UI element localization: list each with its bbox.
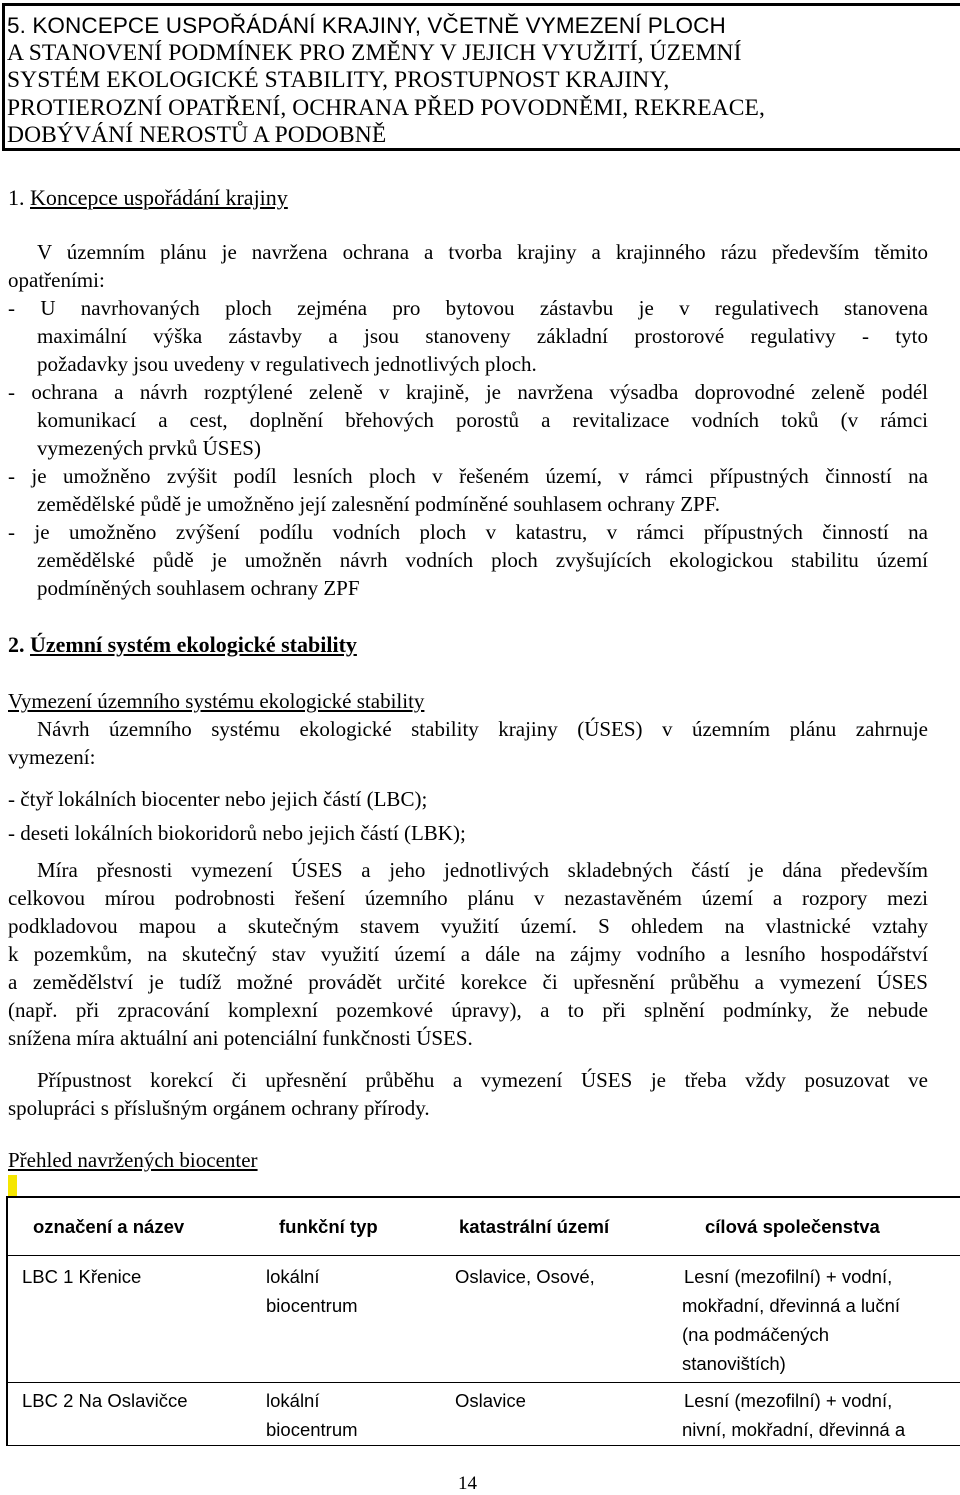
table-row-divider	[8, 1382, 960, 1383]
bullet-line: - U navrhovaných ploch zejména pro bytovou zástavbu je v regulativech stanovena	[8, 296, 928, 320]
list-item: - čtyř lokálních biocenter nebo jejich částí (LBC);	[8, 787, 428, 811]
table-cell-type: biocentrum	[266, 1295, 358, 1316]
highlight-marker	[8, 1175, 17, 1196]
paragraph-line: vymezení:	[8, 745, 96, 769]
paragraph-line: podkladovou mapou a skutečným stavem využití území. S ohledem na vlastnické vztahy	[8, 914, 928, 938]
paragraph-line: snížena míra aktuální ani potenciální funkčnosti ÚSES.	[8, 1026, 473, 1050]
paragraph-line: celkovou mírou podrobnosti řešení územního plánu v nezastavěném území a rozpory mezi	[8, 886, 928, 910]
paragraph-line: spolupráci s příslušným orgánem ochrany přírody.	[8, 1096, 430, 1120]
table-header-divider	[8, 1255, 960, 1256]
table-cell-community: mokřadní, dřevinná a luční	[682, 1295, 901, 1316]
table-cell-cadastral: Oslavice, Osové,	[455, 1266, 595, 1287]
paragraph-line: k pozemkům, na skutečný stav využití území a dále na zájmy vodního a lesního hospodářství	[8, 942, 928, 966]
bullet-line: podmíněných souhlasem ochrany ZPF	[37, 576, 360, 600]
paragraph-line: (např. při zpracování komplexní pozemkové úpravy), a to při splnění podmínky, že nebude	[8, 998, 928, 1022]
paragraph-line: Míra přesnosti vymezení ÚSES a jeho jednotlivých skladebných částí je dána především	[37, 858, 928, 882]
chapter-heading-line: A STANOVENÍ PODMÍNEK PRO ZMĚNY V JEJICH VYUŽITÍ, ÚZEMNÍ	[7, 39, 742, 66]
column-header-name: označení a název	[33, 1216, 185, 1237]
table-cell-name: LBC 2 Na Oslavičce	[22, 1390, 188, 1411]
bullet-line: vymezených prvků ÚSES)	[37, 436, 261, 460]
table-cell-type: biocentrum	[266, 1419, 358, 1440]
section-1-number: 1.	[8, 185, 25, 210]
table-cell-community: (na podmáčených	[682, 1324, 830, 1345]
bullet-line: zemědělské půdě je umožněn návrh vodních ploch zvyšujících ekologickou stabilitu území	[37, 548, 928, 572]
subheading: Vymezení územního systému ekologické stability	[8, 689, 425, 713]
table-cell-type: lokální	[266, 1390, 320, 1411]
table-cell-community: Lesní (mezofilní) + vodní,	[684, 1266, 893, 1287]
section-2-number: 2.	[8, 632, 25, 657]
bullet-line: komunikací a cest, doplnění břehových porostů a revitalizace vodních toků (v rámci	[37, 408, 928, 432]
table-cell-name: LBC 1 Křenice	[22, 1266, 142, 1287]
chapter-heading-line: PROTIEROZNÍ OPATŘENÍ, OCHRANA PŘED POVODNĚMI, REKREACE,	[7, 94, 765, 121]
bullet-line: - ochrana a návrh rozptýlené zeleně v krajině, je navržena výsadba doprovodné zeleně podél	[8, 380, 928, 404]
section-2-title: Územní systém ekologické stability	[30, 632, 357, 657]
section-2-heading	[8, 631, 357, 659]
column-header-type: funkční typ	[279, 1216, 378, 1237]
list-item: - deseti lokálních biokoridorů nebo jejich částí (LBK);	[8, 821, 466, 845]
table-cell-community: nivní, mokřadní, dřevinná a	[682, 1419, 906, 1440]
table-caption: Přehled navržených biocenter	[8, 1148, 258, 1172]
chapter-heading-line: 5. KONCEPCE USPOŘÁDÁNÍ KRAJINY, VČETNĚ VYMEZENÍ PLOCH	[7, 13, 726, 38]
table-cell-community: Lesní (mezofilní) + vodní,	[684, 1390, 893, 1411]
paragraph-line: Návrh územního systému ekologické stability krajiny (ÚSES) v územním plánu zahrnuje	[37, 717, 928, 741]
bullet-line: zemědělské půdě je umožněno její zalesnění podmíněné souhlasem ochrany ZPF.	[37, 492, 720, 516]
bullet-line: - je umožněno zvýšit podíl lesních ploch v řešeném území, v rámci přípustných činností na	[8, 464, 928, 488]
section-1-heading	[8, 184, 288, 212]
bullet-line: požadavky jsou uvedeny v regulativech jednotlivých ploch.	[37, 352, 537, 376]
column-header-cadastral: katastrální území	[459, 1216, 610, 1237]
section-1-title: Koncepce uspořádání krajiny	[30, 185, 288, 210]
paragraph-line: V územním plánu je navržena ochrana a tvorba krajiny a krajinného rázu především těmito	[37, 240, 928, 264]
paragraph-line: Přípustnost korekcí či upřesnění průběhu a vymezení ÚSES je třeba vždy posuzovat ve	[37, 1068, 928, 1092]
page-number: 14	[458, 1473, 477, 1494]
table-cell-type: lokální	[266, 1266, 320, 1287]
table-cell-community: stanovištích)	[682, 1353, 786, 1374]
bullet-line: - je umožněno zvýšení podílu vodních ploch v katastru, v rámci přípustných činností na	[8, 520, 928, 544]
paragraph-line: a zemědělství je tudíž možné provádět určité korekce či upřesnění průběhu a vymezení ÚSES	[8, 970, 928, 994]
chapter-heading-line: DOBÝVÁNÍ NEROSTŮ A PODOBNĚ	[7, 122, 387, 148]
bullet-line: maximální výška zástavby a jsou stanoveny základní prostorové regulativy - tyto	[37, 324, 928, 348]
chapter-heading-box	[2, 3, 960, 151]
column-header-community: cílová společenstva	[705, 1216, 880, 1237]
chapter-heading-line: SYSTÉM EKOLOGICKÉ STABILITY, PROSTUPNOST KRAJINY,	[7, 67, 670, 93]
table-cell-cadastral: Oslavice	[455, 1390, 526, 1411]
paragraph-line: opatřeními:	[8, 268, 105, 292]
